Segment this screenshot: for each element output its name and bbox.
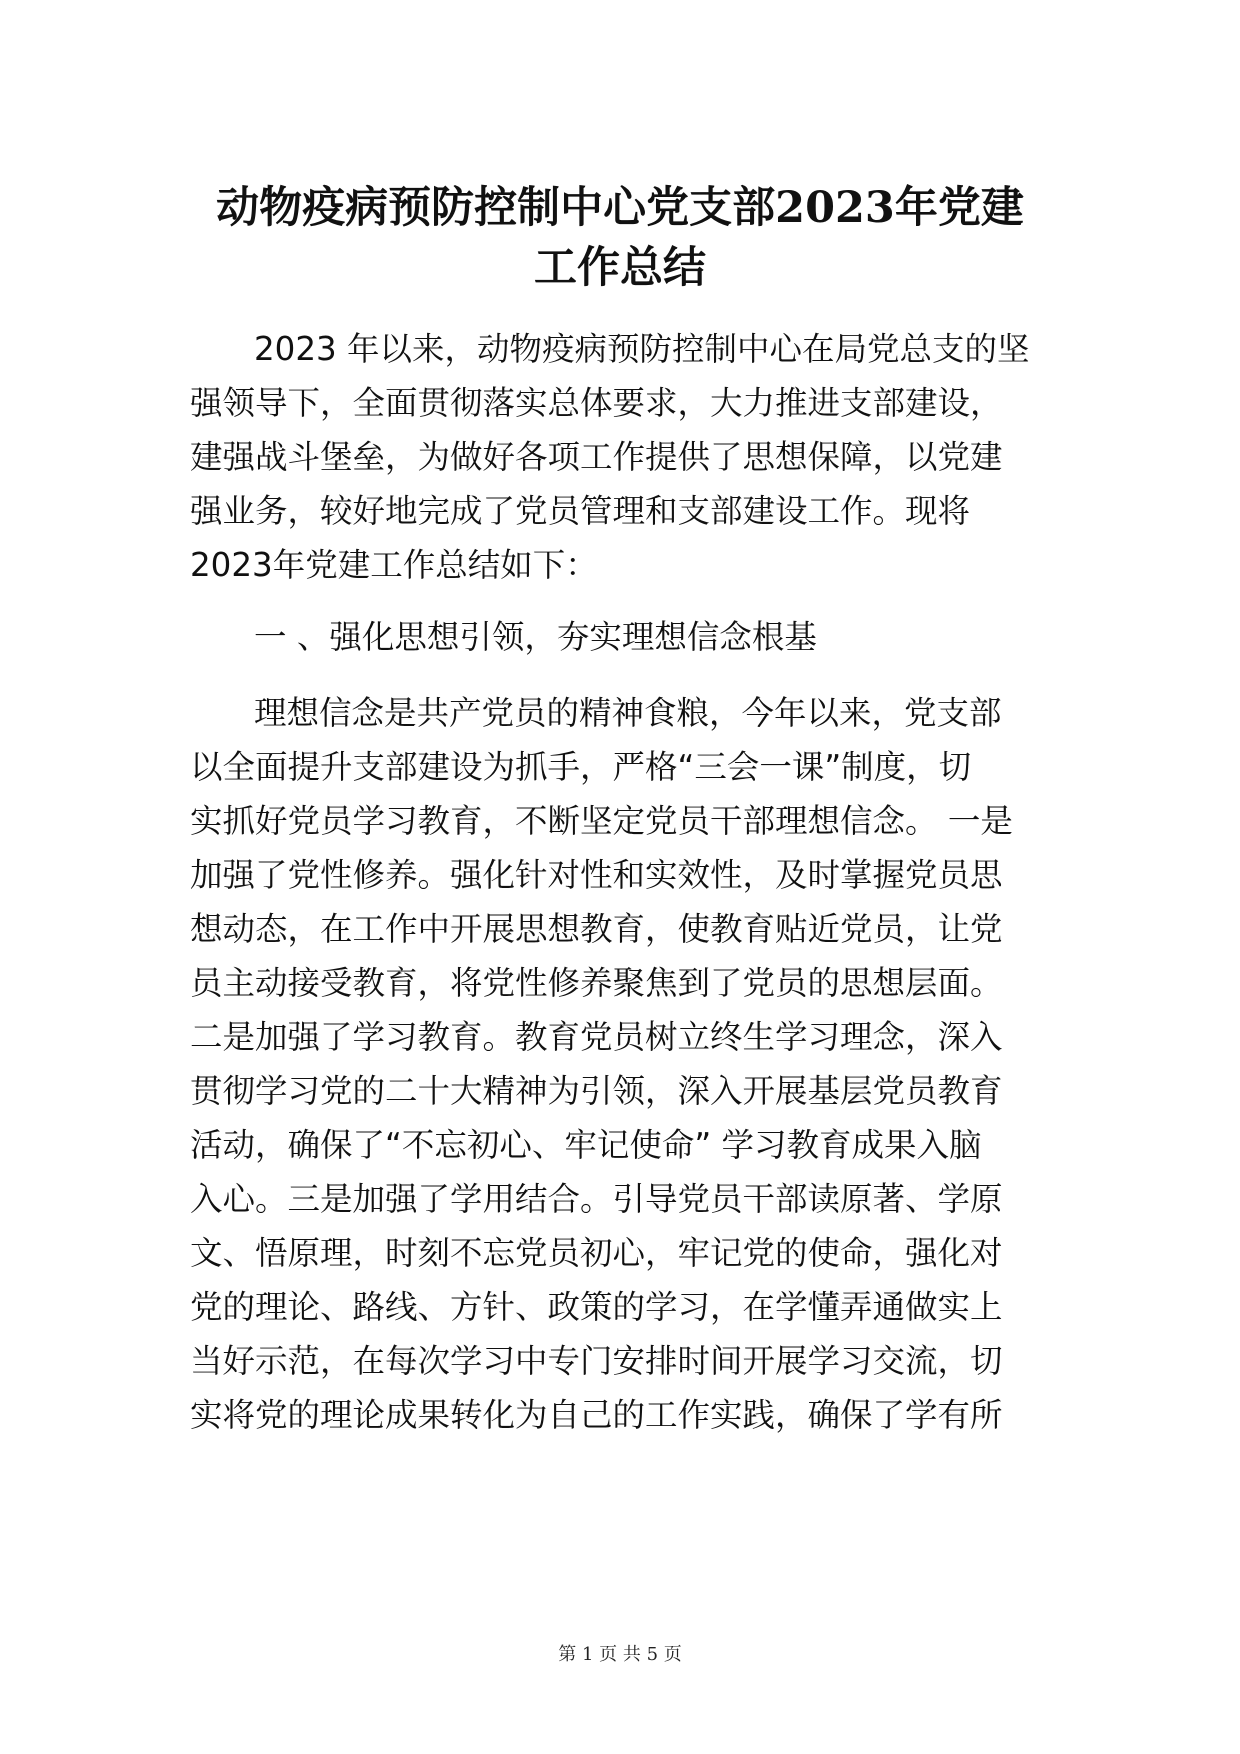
paragraph-line: 强领导下，全面贯彻落实总体要求，大力推进支部建设， (190, 384, 1003, 422)
paragraph-line: 2023年党建工作总结如下： (190, 546, 598, 584)
paragraph-line: 加强了党性修养。强化针对性和实效性，及时掌握党员思 (190, 856, 1003, 894)
section-heading (190, 610, 1060, 664)
paragraph-line: 2023 年以来，动物疫病预防控制中心在局党总支的坚 (254, 330, 1030, 368)
paragraph-line: 文、悟原理，时刻不忘党员初心，牢记党的使命，强化对 (190, 1234, 1003, 1272)
paragraph-line: 想动态，在工作中开展思想教育，使教育贴近党员，让党 (190, 910, 1003, 948)
paragraph-line: 活动，确保了“不忘初心、牢记使命” 学习教育成果入脑 (190, 1126, 982, 1164)
title-line: 动物疫病预防控制中心党支部2023年党建 (216, 183, 1024, 233)
paragraph-line: 二是加强了学习教育。教育党员树立终生学习理念，深入 (190, 1018, 1003, 1056)
document-title (180, 178, 1060, 298)
paragraph-line: 强业务，较好地完成了党员管理和支部建设工作。现将 (190, 492, 971, 530)
paragraph-line: 贯彻学习党的二十大精神为引领，深入开展基层党员教育 (190, 1072, 1003, 1110)
intro-paragraph (190, 322, 1060, 592)
paragraph-line: 以全面提升支部建设为抓手，严格“三会一课”制度，切 (190, 748, 972, 786)
paragraph-line: 入心。三是加强了学用结合。引导党员干部读原著、学原 (190, 1180, 1003, 1218)
section-heading-text: 一 、强化思想引领，夯实理想信念根基 (254, 618, 817, 656)
paragraph-line: 党的理论、路线、方针、政策的学习，在学懂弄通做实上 (190, 1288, 1003, 1326)
paragraph-line: 实将党的理论成果转化为自己的工作实践，确保了学有所 (190, 1396, 1003, 1434)
paragraph-line: 实抓好党员学习教育，不断坚定党员干部理想信念。 一是 (190, 802, 1013, 840)
paragraph-line: 理想信念是共产党员的精神食粮，今年以来，党支部 (254, 694, 1002, 732)
paragraph-line: 当好示范，在每次学习中专门安排时间开展学习交流，切 (190, 1342, 1003, 1380)
title-line: 工作总结 (534, 243, 706, 293)
page-footer: 第 1 页 共 5 页 (558, 1644, 682, 1665)
paragraph-line: 建强战斗堡垒，为做好各项工作提供了思想保障，以党建 (190, 438, 1003, 476)
paragraph-line: 员主动接受教育，将党性修养聚焦到了党员的思想层面。 (190, 964, 1003, 1002)
section-paragraph (190, 686, 1060, 1442)
